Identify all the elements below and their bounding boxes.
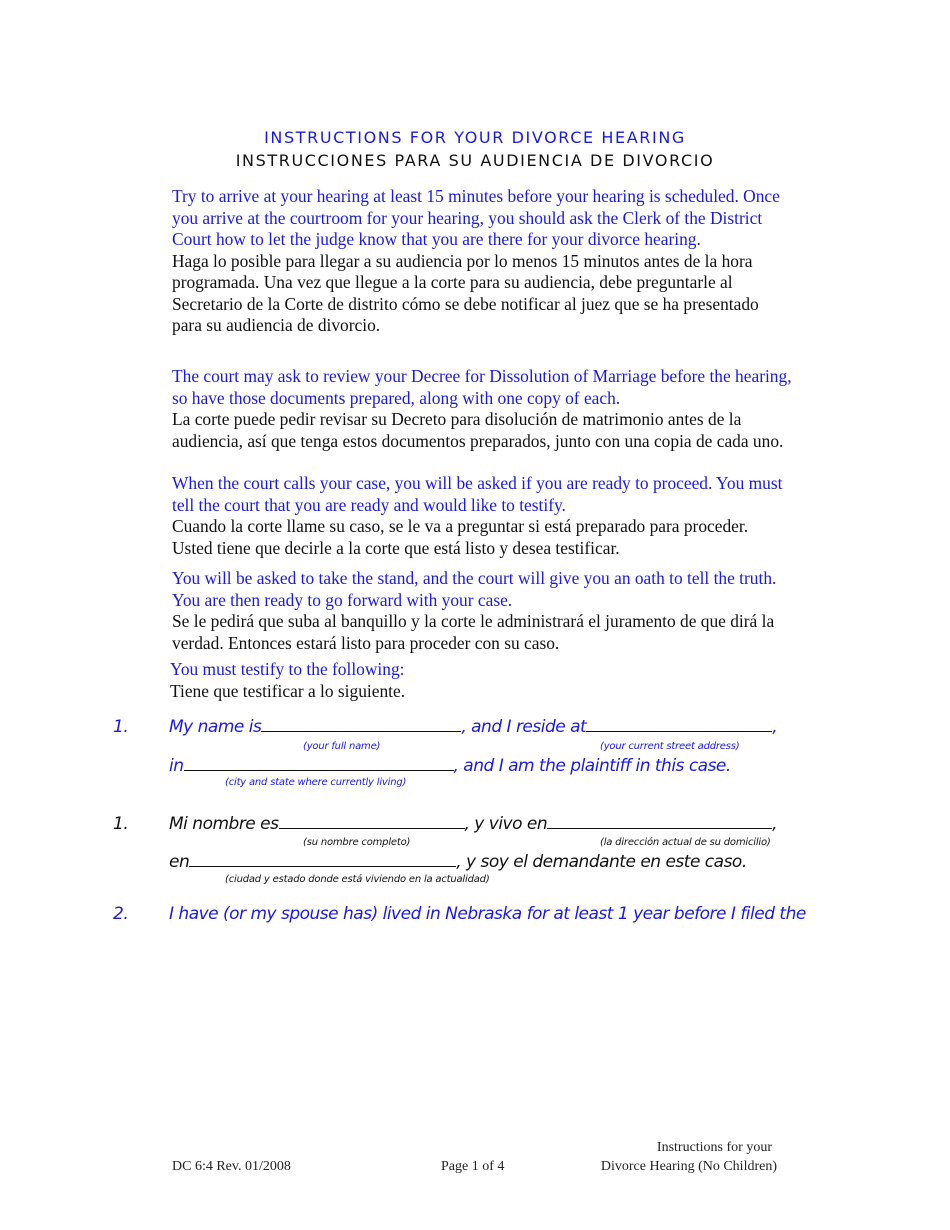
caption-direccion: (la dirección actual de su domicilio) [600,837,771,848]
item-1-en-comma: , [772,717,778,737]
paragraph-arrival-es: Haga lo posible para llegar a su audiencia por lo menos 15 minutos antes de la hora programada. Una vez que llegue a la corte para su audiencia, debe preguntarle al Secretario de la Corte de distrito cómo se debe notificar al juez que se ha presentado para su audiencia de divorcio. [172,250,759,335]
item-1-es-comma: , [772,814,778,834]
footer-form-id: DC 6:4 Rev. 01/2008 [172,1159,291,1174]
paragraph-oath-es: Se le pedirá que suba al banquillo y la corte le administrará el juramento de que dirá la verdad. Entonces estará listo para proceder con su caso. [172,611,775,653]
paragraph-proceed-es: Cuando la corte llame su caso, se le va a preguntar si está preparado para proceder. Usted tiene que decirle a la corte que está listo y desea testificar. [172,516,749,558]
item-1-es-in-text: en [169,852,190,872]
paragraph-decree-en: The court may ask to review your Decree for Dissolution of Marriage before the hearing, so have those documents prepared, along with one copy of each. [172,366,792,408]
item-2-en-text: I have (or my spouse has) lived in Nebraska for at least 1 year before I filed the [169,904,806,924]
paragraph-decree [172,366,792,452]
city-state-blank[interactable] [184,756,454,771]
title-english: INSTRUCTIONS FOR YOUR DIVORCE HEARING [264,128,686,147]
item-1-en-number: 1. [113,717,129,737]
item-1-es-line-2 [169,852,747,872]
caption-street-address: (your current street address) [600,741,740,752]
caption-full-name: (your full name) [303,741,381,752]
paragraph-testify-en: You must testify to the following: [170,659,405,679]
paragraph-oath-en: You will be asked to take the stand, and the court will give you an oath to tell the truth. You are then ready to go forward with your case. [172,568,777,610]
paragraph-arrival-en: Try to arrive at your hearing at least 15 minutes before your hearing is scheduled. Once you arrive at the courtroom for your hearing, you should ask the Clerk of the District Court how to let the judge know that you are there for your divorce hearing. [172,186,780,249]
item-1-es-line-1 [169,814,777,834]
item-1-es-number: 1. [113,814,129,834]
footer-doc-title-line-2: Divorce Hearing (No Children) [600,1159,777,1174]
street-address-blank[interactable] [586,717,772,732]
nombre-blank[interactable] [279,814,465,829]
paragraph-proceed [172,473,792,559]
paragraph-oath [172,568,792,654]
item-1-en-name-prefix: My name is [169,717,262,737]
caption-ciudad-estado: (ciudad y estado donde está viviendo en la actualidad) [225,874,490,885]
ciudad-estado-blank[interactable] [189,852,456,867]
paragraph-decree-es: La corte puede pedir revisar su Decreto para disolución de matrimonio antes de la audiencia, así que tenga estos documentos preparados, junto con una copia de cada uno. [172,409,784,451]
paragraph-testify [170,659,790,702]
caption-city-state: (city and state where currently living) [225,777,407,788]
title-spanish: INSTRUCCIONES PARA SU AUDIENCIA DE DIVORCIO [235,151,715,170]
paragraph-testify-es: Tiene que testificar a lo siguiente. [170,680,406,701]
item-1-es-name-prefix: Mi nombre es [169,814,279,834]
caption-nombre: (su nombre completo) [303,837,411,848]
item-1-es-plaintiff-text: , y soy el demandante en este caso. [456,852,747,872]
direccion-blank[interactable] [547,814,772,829]
item-1-en-in-text: in [169,756,184,776]
footer-page-number: Page 1 of 4 [441,1159,505,1174]
item-1-en-line-2 [169,756,731,776]
paragraph-proceed-en: When the court calls your case, you will be asked if you are ready to proceed. You must tell the court that you are ready and would like to testify. [172,473,783,515]
item-1-en-line-1 [169,717,777,737]
item-1-en-plaintiff-text: , and I am the plaintiff in this case. [453,756,731,776]
item-1-en-reside-text: , and I reside at [461,717,587,737]
paragraph-arrival [172,186,792,337]
item-1-es-reside-text: , y vivo en [464,814,548,834]
full-name-blank[interactable] [261,717,461,732]
item-2-en-number: 2. [113,904,129,924]
footer-doc-title-line-1: Instructions for your [656,1140,772,1155]
